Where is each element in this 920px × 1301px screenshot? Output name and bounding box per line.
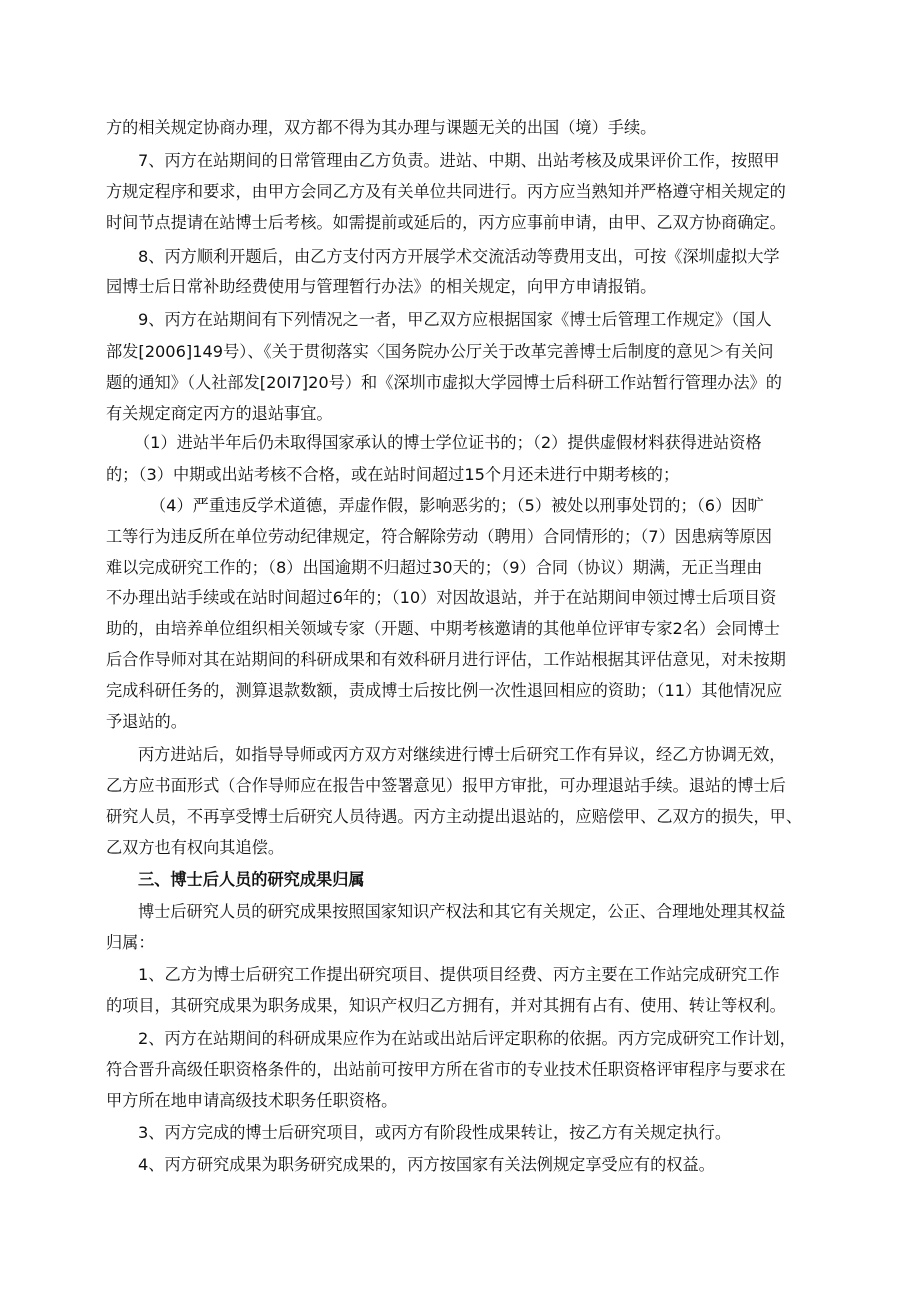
paragraph-line: 园博士后日常补助经费使用与管理暂行办法》的相关规定，向甲方申请报销。 (106, 277, 657, 296)
paragraph-line: 的项目，其研究成果为职务成果，知识产权归乙方拥有，并对其拥有占有、使用、转让等权利。 (106, 996, 786, 1015)
paragraph-line: 予退站的。 (106, 712, 187, 731)
paragraph-line: 助的，由培养单位组织相关领域专家（开题、中期考核邀请的其他单位评审专家2名）会同博士 (106, 619, 780, 638)
paragraph-line: 2、丙方在站期间的科研成果应作为在站或出站后评定职称的依据。丙方完成研究工作计划， (138, 1029, 796, 1048)
paragraph-line: 部发[2006]149号）、《关于贯彻落实〈国务院办公厅关于改革完善博士后制度的意见＞有关问 (106, 342, 774, 361)
paragraph-line: 后合作导师对其在站期间的科研成果和有效科研月进行评估，工作站根据其评估意见，对未按期 (106, 650, 786, 669)
paragraph-line: 7、丙方在站期间的日常管理由乙方负责。进站、中期、出站考核及成果评价工作，按照甲 (138, 151, 780, 170)
paragraph-line: 方规定程序和要求，由甲方会同乙方及有关单位共同进行。丙方应当熟知并严格遵守相关规定的 (106, 182, 786, 201)
paragraph-line: 的；（3）中期或出站考核不合格，或在站时间超过15个月还未进行中期考核的； (106, 465, 680, 484)
paragraph-line: 符合晋升高级任职资格条件的，出站前可按甲方所在省市的专业技术任职资格评审程序与要求在 (106, 1060, 786, 1079)
section-heading: 三、博士后人员的研究成果归属 (138, 870, 365, 889)
paragraph-line: 完成科研任务的，测算退款数额，责成博士后按比例一次性退回相应的资助；（11）其他情况应 (106, 681, 783, 700)
paragraph-line: 方的相关规定协商办理，双方都不得为其办理与课题无关的出国（境）手续。 (106, 118, 657, 137)
paragraph-line: 8、丙方顺利开题后，由乙方支付丙方开展学术交流活动等费用支出，可按《深圳虚拟大学 (138, 247, 780, 266)
paragraph-line: 乙双方也有权向其追偿。 (106, 838, 285, 857)
paragraph-line: 时间节点提请在站博士后考核。如需提前或延后的，丙方应事前申请，由甲、乙双方协商确定。 (106, 213, 786, 232)
paragraph-line: 不办理出站手续或在站时间超过6年的；（10）对因故退站，并于在站期间申领过博士后项目资 (106, 588, 777, 607)
paragraph-line: 归属： (106, 933, 155, 952)
paragraph-line: 工等行为违反所在单位劳动纪律规定，符合解除劳动（聘用）合同情形的；（7）因患病等原因 (106, 527, 772, 546)
paragraph-line: 4、丙方研究成果为职务研究成果的，丙方按国家有关法例规定享受应有的权益。 (138, 1155, 715, 1174)
paragraph-line: 9、丙方在站期间有下列情况之一者，甲乙双方应根据国家《博士后管理工作规定》（国人 (138, 310, 772, 329)
paragraph-line: 难以完成研究工作的；（8）出国逾期不归超过30天的；（9）合同（协议）期满，无正当理由 (106, 558, 763, 577)
paragraph-line: 博士后研究人员的研究成果按照国家知识产权法和其它有关规定，公正、合理地处理其权益 (138, 902, 786, 921)
paragraph-line: 题的通知》（人社部发[20I7]20号）和《深圳市虚拟大学园博士后科研工作站暂行管理办法》的 (106, 373, 782, 392)
paragraph-line: 丙方进站后，如指导导师或丙方双方对继续进行博士后研究工作有异议，经乙方协调无效， (138, 745, 786, 764)
paragraph-line: 有关规定商定丙方的退站事宜。 (106, 404, 333, 423)
paragraph-line: 研究人员，不再享受博士后研究人员待遇。丙方主动提出退站的，应赔偿甲、乙双方的损失，甲、 (106, 807, 803, 826)
paragraph-line: （4）严重违反学术道德，弄虚作假，影响恶劣的；（5）被处以刑事处罚的；（6）因旷 (150, 496, 764, 515)
paragraph-line: 3、丙方完成的博士后研究项目，或丙方有阶段性成果转让，按乙方有关规定执行。 (138, 1123, 732, 1142)
paragraph-line: （1）进站半年后仍未取得国家承认的博士学位证书的；（2）提供虚假材料获得进站资格 (134, 433, 762, 452)
paragraph-line: 甲方所在地申请高级技术职务任职资格。 (106, 1091, 398, 1110)
paragraph-line: 乙方应书面形式（合作导师应在报告中签署意见）报甲方审批，可办理退站手续。退站的博士后 (106, 776, 786, 795)
paragraph-line: 1、乙方为博士后研究工作提出研究项目、提供项目经费、丙方主要在工作站完成研究工作 (138, 965, 780, 984)
